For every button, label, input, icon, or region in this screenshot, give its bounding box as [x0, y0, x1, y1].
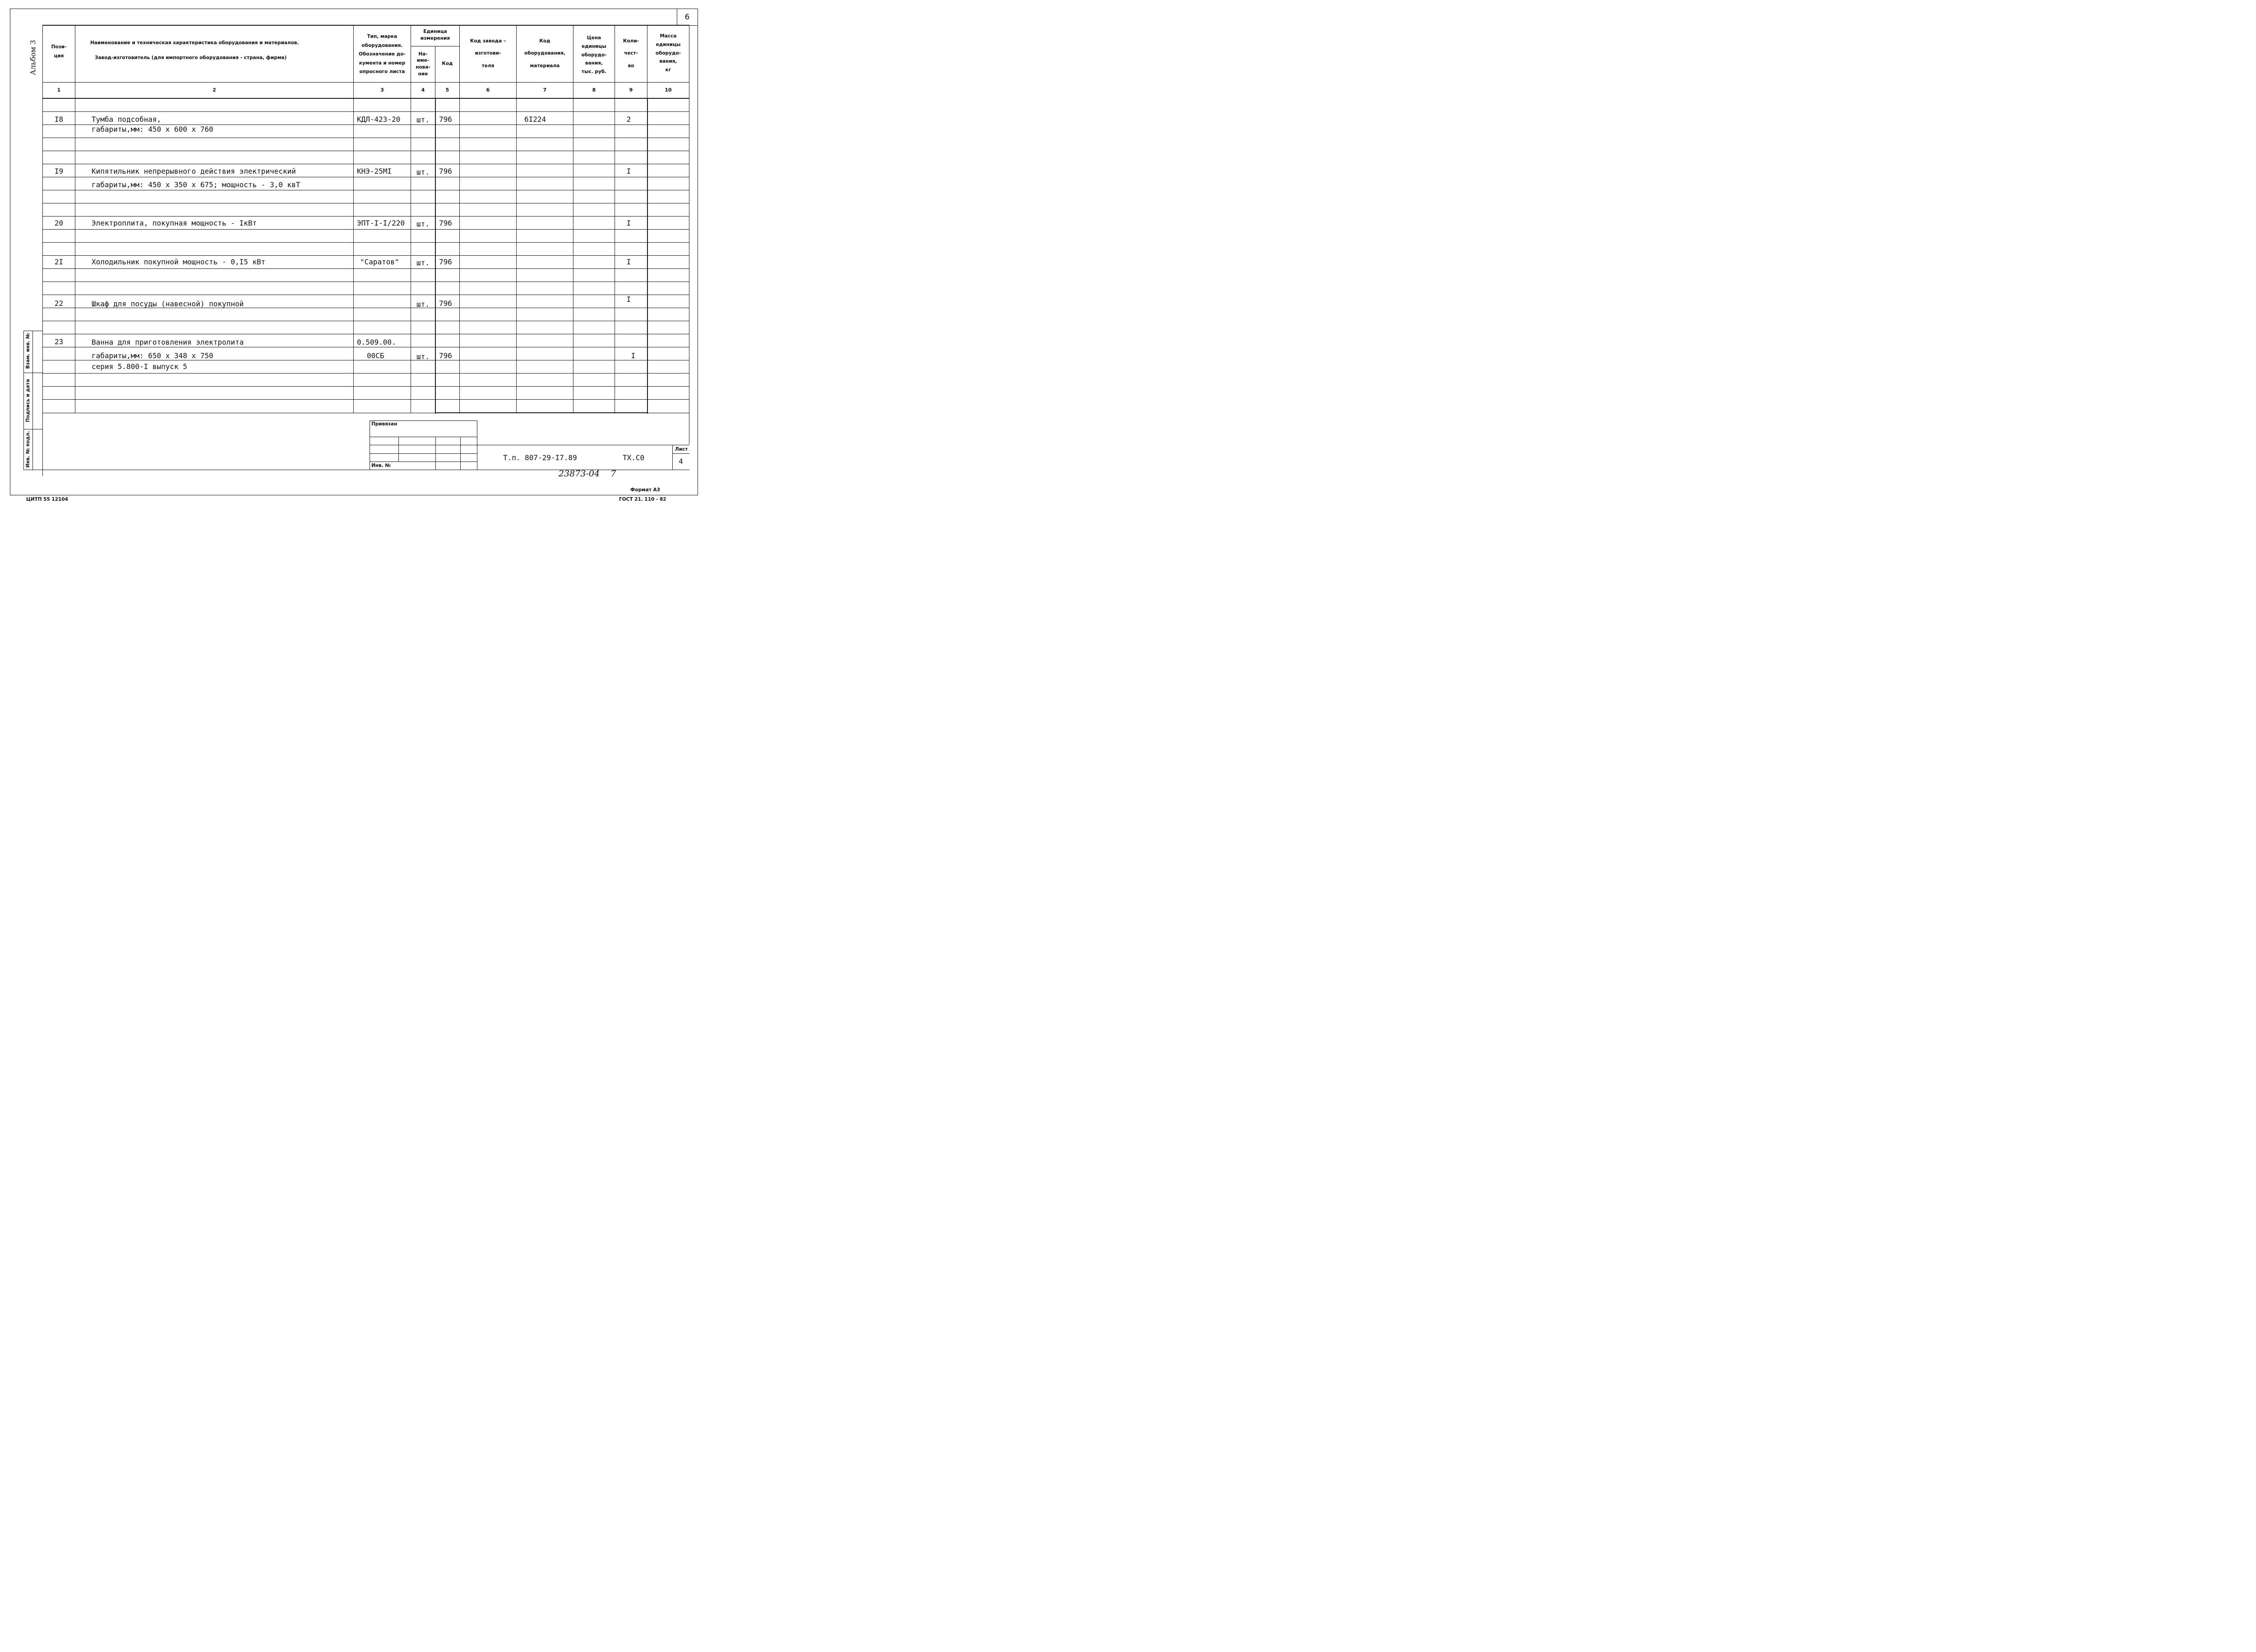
stamp-privyazan: Привязан: [371, 421, 398, 427]
row-position: I9: [54, 167, 64, 175]
side-label-signature-date: Подпись и дата: [25, 379, 31, 422]
footer-format: Формат А3: [630, 487, 660, 493]
header-factory-code: Код завода – изготови- теля: [470, 38, 506, 69]
row-unit: шт.: [416, 300, 430, 309]
row-name: Холодильник покупной мощность - 0,I5 кВт: [92, 258, 266, 266]
row-type: 0.509.00.: [357, 338, 396, 346]
header-name-line1: Наименование и техническая характеристика оборудования и материалов.: [90, 40, 299, 46]
row-name: габариты,мм: 650 x 348 x 750: [92, 351, 213, 360]
row-code: 796: [439, 115, 452, 124]
row-type: КДЛ-423-20: [357, 115, 401, 124]
row-position: 20: [54, 219, 64, 227]
sheet-number: 4: [679, 457, 683, 466]
row-position: 22: [54, 299, 64, 308]
row-quantity: I: [626, 258, 631, 266]
row-unit: шт.: [416, 352, 430, 361]
row-type: КНЭ-25МI: [357, 167, 392, 175]
row-name: габариты,мм: 450 x 600 x 760: [92, 125, 213, 134]
header-unit-name: На- име- нова- ние: [416, 51, 430, 77]
doc-mark: ТХ.С0: [623, 453, 645, 462]
footer-left: ЦИТП 55 12104: [26, 497, 68, 502]
side-label-orig-inv: Инв. № подл.: [25, 431, 31, 468]
album-label: Альбом 3: [28, 40, 37, 75]
column-number: 4: [421, 87, 425, 93]
handwritten-number: 23873-04 7: [559, 469, 616, 479]
row-quantity: I: [626, 295, 631, 304]
header-name-line2: Завод-изготовитель (для импортного оборудования - страна, фирма): [95, 55, 287, 60]
header-quantity: Коли- чест- во: [623, 38, 639, 69]
page-number: 6: [684, 13, 690, 22]
row-equip-code: 6I224: [524, 115, 546, 124]
row-code: 796: [439, 219, 452, 227]
column-number: 1: [57, 87, 61, 93]
column-number: 3: [380, 87, 384, 93]
row-unit: шт.: [416, 220, 430, 228]
doc-code: Т.п. 807-29-I7.89: [503, 453, 577, 462]
column-number: 2: [213, 87, 216, 93]
header-type: Тип, марка оборудования. Обозначение до- кумента и номер опросного листа: [359, 34, 406, 75]
row-code: 796: [439, 167, 452, 175]
row-type: 00СБ: [367, 351, 384, 360]
column-number: 10: [665, 87, 672, 93]
row-position: 23: [54, 337, 64, 346]
row-unit: шт.: [416, 115, 430, 124]
row-code: 796: [439, 258, 452, 266]
row-name: Электроплита, покупная мощность - IкВт: [92, 219, 257, 227]
column-number: 9: [629, 87, 633, 93]
header-mass: Масса единицы оборудо- вания, кг: [655, 33, 681, 73]
column-number: 8: [592, 87, 596, 93]
row-unit: шт.: [416, 168, 430, 176]
sheet-label: Лист: [675, 447, 688, 452]
row-type: ЭПТ-I-I/220: [357, 219, 405, 227]
header-unit-code: Код: [442, 61, 453, 67]
row-name: серия 5.800-I выпуск 5: [92, 362, 187, 371]
row-type: "Саратов": [360, 258, 399, 266]
row-quantity: I: [626, 219, 631, 227]
column-number: 7: [543, 87, 547, 93]
row-position: 2I: [54, 258, 64, 266]
row-quantity: I: [631, 351, 636, 360]
row-quantity: 2: [626, 115, 631, 124]
row-code: 796: [439, 351, 452, 360]
side-label-replace-inv: Взам. инв. №: [25, 333, 31, 369]
row-quantity: I: [626, 167, 631, 175]
row-name: Кипятильник непрерывного действия электрический: [92, 167, 296, 175]
header-unit: Единица измерения: [420, 29, 450, 41]
row-name: Шкаф для посуды (навесной) покупной: [92, 300, 244, 308]
row-code: 796: [439, 299, 452, 308]
row-name: Ванна для приготовления электролита: [92, 338, 244, 346]
row-unit: шт.: [416, 258, 430, 267]
column-number: 5: [445, 87, 449, 93]
header-equipment-code: Код оборудования, материала: [524, 38, 565, 69]
row-name: Тумба подсобная,: [92, 115, 162, 124]
row-name: габариты,мм: 450 x 350 x 675; мощность - 3,0 квТ: [92, 180, 300, 189]
row-position: I8: [54, 115, 64, 124]
column-number: 6: [486, 87, 490, 93]
header-price: Цена единицы оборудо- вания, тыс. руб.: [581, 35, 607, 75]
footer-gost: ГОСТ 21. 110 - 82: [619, 497, 666, 502]
header-position: Пози- ция: [51, 44, 67, 59]
stamp-inv-no: Инв. №: [371, 463, 391, 468]
